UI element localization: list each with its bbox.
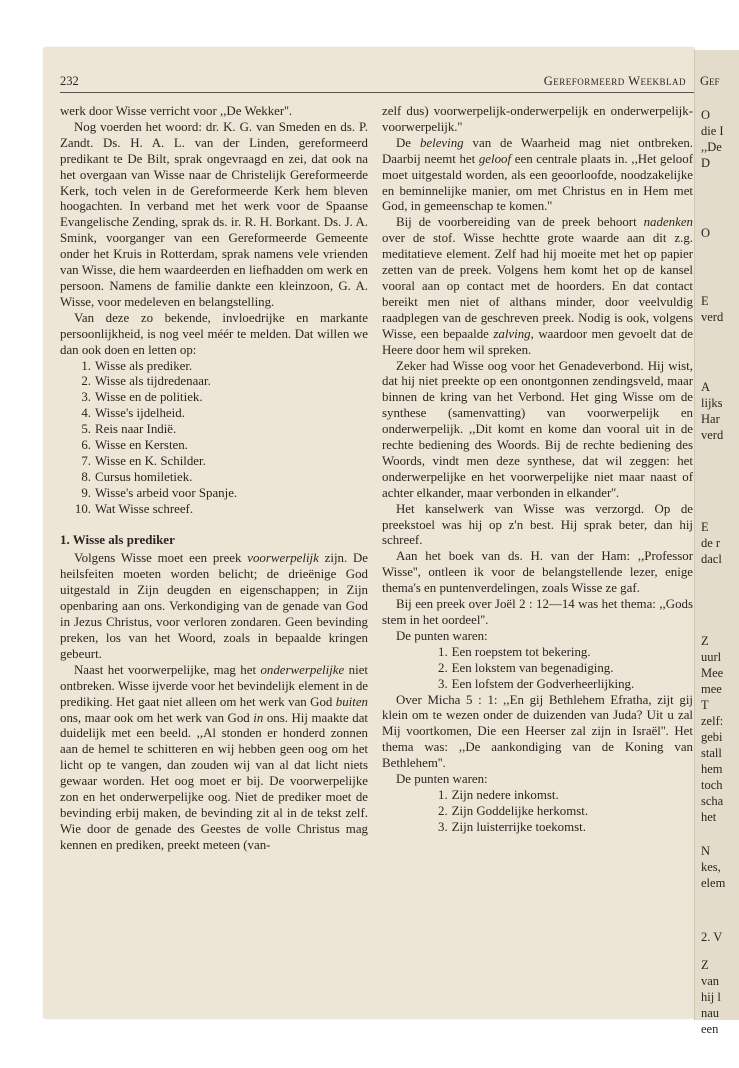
next-page-text-fragment: scha <box>701 794 724 808</box>
next-page-text-fragment: het <box>701 810 717 824</box>
paragraph: Nog voerden het woord: dr. K. G. van Smeden en ds. P. Zandt. Ds. H. A. L. van der Linden, gereformeerd predikant te De Bilt, sprak ongevraagd en zei, dat ook na het overgaan van Wisse naar de Christelijk Gereformeerde Kerk, toch velen in de Gereformeerde Kerk hem bleven hoogachten. In verband met het werk voor de Spaanse Evangelische Zending, sprak ds. ir. R. H. Borkant. Ds. J. A. Smink, voorganger van een Gereformeerde Gemeente onder het Kruis in Rotterdam, sprak namens vele vrienden van Wisse, die hem waardeerden en liefhadden om werk en persoon. Namens de familie dankte een kleinzoon, G. A. Wisse, voor medeleven en belangstelling. <box>60 119 368 309</box>
list-item: 2. Wisse als tijdredenaar. <box>81 374 211 389</box>
list-item: 7. Wisse en K. Schilder. <box>81 453 206 468</box>
next-page-text-fragment: nau <box>701 1006 720 1020</box>
list-item: 1. Wisse als prediker. <box>81 358 193 373</box>
list-item: 1. Een roepstem tot bekering. <box>438 644 591 659</box>
next-page-text-fragment: O <box>701 226 711 240</box>
points-label: De punten waren: <box>396 628 488 643</box>
list-item: 8. Cursus homiletiek. <box>81 469 193 484</box>
next-page-text-fragment: verd <box>701 310 724 324</box>
next-page-text-fragment: die I <box>701 124 724 138</box>
next-page-text-fragment: ,,De <box>701 140 722 154</box>
next-page-text-fragment: 2. V <box>701 930 723 944</box>
paragraph: Naast het voorwerpelijke, mag het onderwerpelijke niet ontbreken. Wisse ijverde voor het bevindelijk element in de prediking. Het gaat niet alleen om het werk van God buiten ons, maar ook om het werk van God in ons. Hij maakte dat duidelijk met een beeld. ,,Al stonden er honderd zonnen aan de hemel te schitteren en wij hebben geen oog om het licht op te vangen, dan zouden wij van al dat licht niets gewaar worden. Het oog moet er bij. De voorwerpelijke zon en het onderwerpelijke oog. Niet de prediker moet de bevinding erbij maken, de bevinding zit al in de tekst zelf. Wie door de genade des Geestes de volle Christus mag kennen en prediken, preekt meteen (van- <box>60 662 369 852</box>
paragraph: Zeker had Wisse oog voor het Genadeverbond. Hij wist, dat hij niet preekte op een onontgonnen zendingsveld, maar binnen de kring van het Verbond. Het ging Wisse om de synthese (samenvatting) van voorwerpelijk en onderwerpelijk. ,,Dit komt en kome dan vooral uit in de rechte bediening des Woords. Bij de rechte bediening des Woords, vindt men deze synthese, dat wil zeggen: het onderwerpelijke en het voorwerpelijke niet maar naast of achter elkander, maar verbonden in elkander''. <box>382 358 693 500</box>
next-page-text-fragment: E <box>701 294 709 308</box>
next-page-text-fragment: E <box>701 520 709 534</box>
next-page-text-fragment: stall <box>701 746 722 760</box>
left-column <box>60 104 368 854</box>
list-item: 3. Zijn luisterrijke toekomst. <box>438 819 586 834</box>
list-item: 10. Wat Wisse schreef. <box>74 501 194 516</box>
page-number: 232 <box>60 74 79 88</box>
next-page-text-fragment: Mee <box>701 666 724 680</box>
list-item: 1. Zijn nedere inkomst. <box>438 787 559 802</box>
paragraph: Aan het boek van ds. H. van der Ham: ,,Professor Wisse'', ontleen ik voor de belangstellende lezer, enige thema's en puntenverdelingen, zoals Wisse ze gaf. <box>382 549 693 596</box>
journal-title: Gereformeerd Weekblad <box>543 74 686 88</box>
next-page-text-fragment: A <box>701 380 711 394</box>
sermon-points-list <box>382 788 693 836</box>
page-header <box>60 72 694 93</box>
next-page-text-fragment: zelf: <box>701 714 724 728</box>
next-page-text-fragment: Har <box>701 412 720 426</box>
list-item: 3. Een lofstem der Godverheerlijking. <box>438 676 635 691</box>
paragraph: zelf dus) voorwerpelijk-onderwerpelijk en onderwerpelijk-voorwerpelijk.'' <box>382 104 693 134</box>
next-page-text-fragment: uurl <box>701 650 722 664</box>
next-page-edge <box>694 50 739 1036</box>
paragraph: De beleving van de Waarheid mag niet ontbreken. Daarbij neemt het geloof een centrale plaats in. ,,Het geloof moet uitgestald worden, als een geoorloofde, noodzakelijke en beminnelijke manier, om met Christus en in Hem met God, in gemeenschap te komen.'' <box>382 135 693 214</box>
sermon-points-list <box>382 645 693 693</box>
paragraph: Het kanselwerk van Wisse was verzorgd. Op de preekstoel was hij op z'n best. Hij sprak beter, dan hij schreef. <box>382 501 693 548</box>
list-item: 5. Reis naar Indië. <box>81 422 177 437</box>
section-heading: 1. Wisse als prediker <box>60 531 175 547</box>
paragraph: Van deze zo bekende, invloedrijke en markante persoonlijkheid, is nog veel méér te melden. Dat willen we dan ook doen en letten op: <box>60 310 368 357</box>
next-page-text-fragment: van <box>701 974 720 988</box>
topic-list <box>60 359 368 518</box>
next-page-header-fragment: Gef <box>700 74 720 88</box>
next-page-text-fragment: Z <box>701 634 709 648</box>
next-page-text-fragment: elem <box>701 876 726 890</box>
list-item: 9. Wisse's arbeid voor Spanje. <box>81 485 238 500</box>
list-item: 3. Wisse en de politiek. <box>81 390 203 405</box>
paragraph: Over Micha 5 : 1: ,,En gij Bethlehem Efratha, zijt gij klein om te wezen onder de duizenden van Juda? Uit u zal Mij voortkomen, Die een Heerser zal zijn in Israël''. Het thema was: ,,De aankondiging van de Koning van Bethlehem''. <box>382 692 693 771</box>
right-column <box>382 104 693 836</box>
paragraph: Volgens Wisse moet een preek voorwerpelijk zijn. De heilsfeiten moeten worden belicht; de drieënige God uitgestald in Zijn deugden en eigenschappen; in Zijn openbaring aan ons. Verkondiging van de genade van God in Jezus Christus, voor verloren zondaren. Geen bevinding preken, los van het Woord, zoals in bepaalde kringen gebeurt. <box>60 551 368 661</box>
next-page-text-fragment: verd <box>701 428 724 442</box>
next-page-text-fragment: D <box>701 156 711 170</box>
next-page-text-fragment: gebi <box>701 730 723 744</box>
paragraph: Bij een preek over Joël 2 : 12—14 was het thema: ,,Gods stem in het oordeel''. <box>382 597 693 627</box>
paragraph: werk door Wisse verricht voor ,,De Wekker''. <box>60 104 293 118</box>
next-page-text-fragment: toch <box>701 778 723 792</box>
next-page-text-fragment: dacl <box>701 552 722 566</box>
next-page-text-fragment: een <box>701 1022 719 1036</box>
points-label: De punten waren: <box>396 772 488 787</box>
list-item: 4. Wisse's ijdelheid. <box>81 406 185 421</box>
list-item: 6. Wisse en Kersten. <box>81 438 188 453</box>
list-item: 2. Zijn Goddelijke herkomst. <box>438 803 589 818</box>
next-page-text-fragment: hij l <box>701 990 721 1004</box>
next-page-text-fragment: N <box>701 844 711 858</box>
next-page-text-fragment: kes, <box>701 860 721 874</box>
next-page-text-fragment: Z <box>701 958 709 972</box>
next-page-text-fragment: lijks <box>701 396 723 410</box>
next-page-text-fragment: de r <box>701 536 721 550</box>
next-page-text-fragment: T <box>701 698 709 712</box>
list-item: 2. Een lokstem van begenadiging. <box>438 660 614 675</box>
next-page-text-fragment: O <box>701 108 711 122</box>
next-page-text-fragment: mee <box>701 682 722 696</box>
next-page-text-fragment: hem <box>701 762 723 776</box>
paragraph: Bij de voorbereiding van de preek behoort nadenken over de stof. Wisse hechtte grote waarde aan dit z.g. meditatieve element. Zelf had hij moeite met het op papier zetten van de preek. Volgens hem komt het op de kansel vooral aan op contact met de hoorders. En dat contact bereikt men niet of althans minder, door veelvuldig raadplegen van de geschreven preek. Nodig is ook, volgens Wisse, een bepaalde zalving, waardoor men gevoelt dat de Heere door hem wil spreken. <box>382 215 693 357</box>
